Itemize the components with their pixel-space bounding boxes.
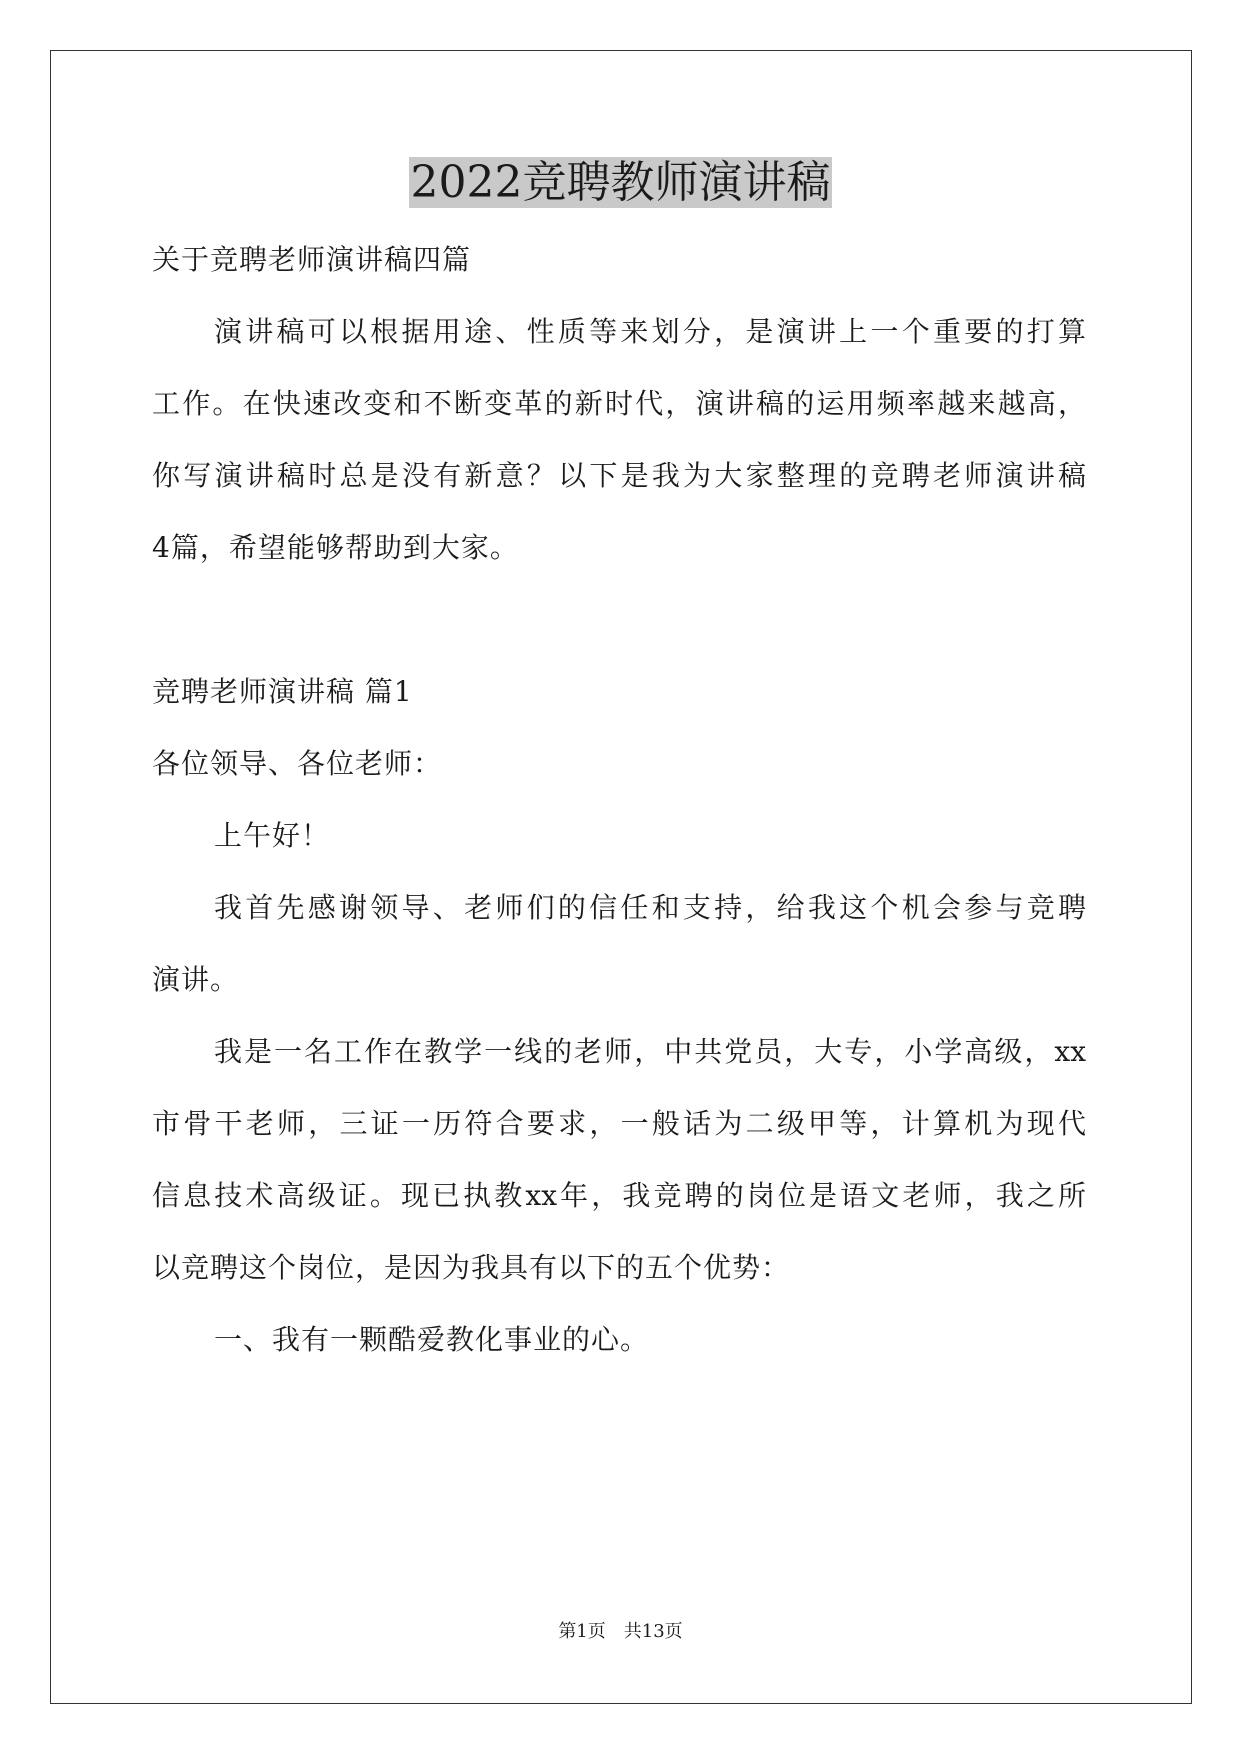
salutation: 各位领导、各位老师： <box>152 747 443 780</box>
page-footer: 第1页 共13页 <box>558 1621 683 1642</box>
intro-line: 工作。在快速改变和不断变革的新时代，演讲稿的运用频率越来越高， <box>152 387 1086 420</box>
paragraph-line: 我首先感谢领导、老师们的信任和支持，给我这个机会参与竞聘 <box>214 891 1086 924</box>
point-heading: 一、我有一颗酷爱教化事业的心。 <box>214 1323 650 1356</box>
section-heading: 竞聘老师演讲稿 篇1 <box>152 675 413 708</box>
intro-line: 你写演讲稿时总是没有新意？以下是我为大家整理的竞聘老师演讲稿 <box>152 459 1086 492</box>
document-title: 2022竞聘教师演讲稿 <box>410 157 831 208</box>
greeting: 上午好！ <box>214 819 331 852</box>
intro-line: 演讲稿可以根据用途、性质等来划分，是演讲上一个重要的打算 <box>214 315 1086 348</box>
intro-line: 4篇，希望能够帮助到大家。 <box>152 531 519 564</box>
paragraph-line: 演讲。 <box>152 963 240 996</box>
subtitle: 关于竞聘老师演讲稿四篇 <box>152 243 472 276</box>
paragraph-line: 信息技术高级证。现已执教xx年，我竞聘的岗位是语文老师，我之所 <box>152 1179 1086 1212</box>
paragraph-line: 以竞聘这个岗位，是因为我具有以下的五个优势： <box>152 1251 791 1284</box>
paragraph-line: 我是一名工作在教学一线的老师，中共党员，大专，小学高级，xx <box>214 1035 1086 1068</box>
page-border <box>50 50 1192 1704</box>
paragraph-line: 市骨干老师，三证一历符合要求，一般话为二级甲等，计算机为现代 <box>152 1107 1086 1140</box>
